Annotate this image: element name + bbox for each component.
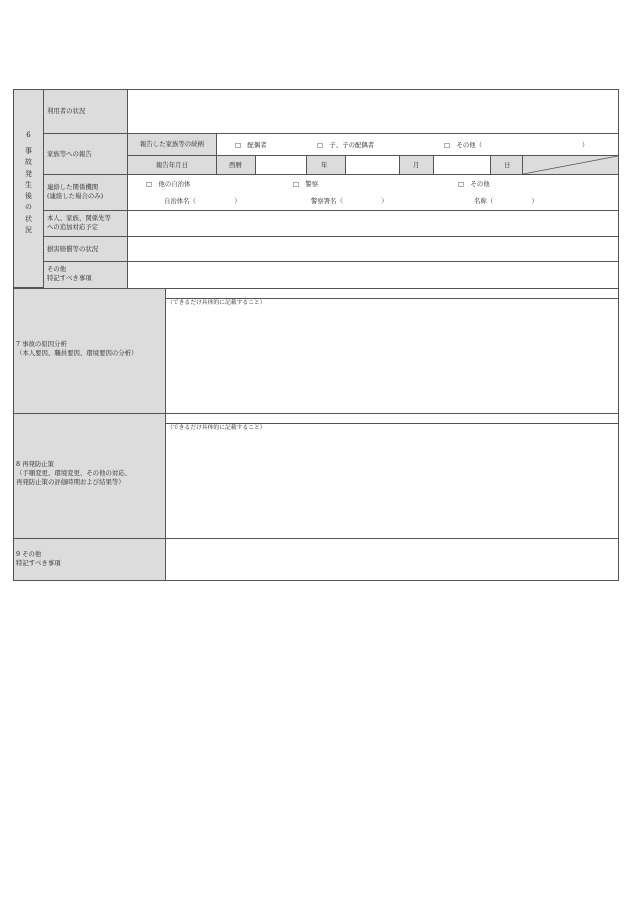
followup-field[interactable] [127,210,619,237]
option-other[interactable]: □ その他（ [444,141,482,149]
option-municipality[interactable]: □ 他の自治体 [146,180,191,188]
followup-label-cell [43,210,128,237]
section8-label-cell [13,413,166,539]
report-date-label: 報告年月日 [156,160,188,169]
relation-options-cell [216,133,619,156]
user-status-field[interactable] [127,89,619,134]
section9-title: 9 その他 [16,550,42,558]
agencies-label-line2: (連絡した場合のみ) [47,192,104,200]
era-label-cell [216,155,256,175]
followup-label-line2: への追加対応予定 [47,223,99,231]
family-report-label-cell [43,133,128,175]
option-child[interactable]: □ 子、子の配偶者 [317,141,375,149]
day-label-cell [490,155,523,175]
section9-field[interactable] [165,538,619,581]
section8-field[interactable] [165,423,619,539]
era-field[interactable] [255,155,307,175]
compensation-label: 損害賠償等の状況 [47,244,99,253]
option-police[interactable]: □ 警察 [293,180,319,188]
agencies-options-cell [127,174,619,211]
user-status-label: 利用者の状況 [47,107,86,115]
section7-note: （できるだけ具体的に記載すること） [167,300,266,306]
diagonal-line [523,156,618,174]
section8-title: 8 再発防止策 [16,460,55,468]
section9-label-cell [13,538,166,581]
vertical-char: 生 [25,180,32,189]
vertical-char: 後 [25,192,32,201]
user-status-label-cell [43,89,128,134]
relation-label-cell [127,133,217,156]
agencies-label-line1: 連絡した関係機関 [47,183,99,191]
section8-subtitle2: 再発防止策の評価時期および結果等） [16,478,125,486]
compensation-label-cell [43,236,128,262]
month-field[interactable] [433,155,491,175]
diagonal-cell [522,155,619,175]
option-other-close: ） [582,141,589,149]
day-label: 日 [504,160,511,169]
year-label: 年 [321,160,328,169]
month-label-cell [399,155,434,175]
vertical-char: 状 [25,214,32,223]
section8-note: （できるだけ具体的に記載すること） [167,425,266,431]
followup-label-line1: 本人、家族、関係先等 [47,214,111,222]
vertical-char: 発 [25,169,32,178]
vertical-char: 事 [25,147,32,155]
municipality-name[interactable]: 自治体名（ ） [164,197,241,205]
vertical-char: 故 [25,158,32,167]
option-other-agency[interactable]: □ その他 [458,180,490,188]
section6-number: 6 [26,131,31,139]
other6-field[interactable] [127,261,619,289]
section7-field[interactable] [165,298,619,414]
police-name[interactable]: 警察署名（ ） [311,197,388,205]
other6-label-cell [43,261,128,289]
era-label: 西暦 [229,160,242,169]
vertical-char: の [25,203,32,212]
year-field[interactable] [345,155,400,175]
section7-label-cell [13,288,166,414]
report-date-label-cell [127,155,217,175]
relation-label: 報告した家族等の続柄 [140,140,204,148]
section9-subtitle: 特記すべき事項 [16,559,61,567]
vertical-char: 況 [25,226,32,235]
year-label-cell [306,155,346,175]
other6-label-line1: その他 [47,265,67,273]
compensation-field[interactable] [127,236,619,262]
section7-subtitle: （本人要因、職員要因、環境要因の分析） [16,349,138,357]
option-spouse[interactable]: □ 配偶者 [235,141,267,149]
section8-subtitle1: （手順変更、環境変更、その他の対応、 [16,469,132,477]
section6-vertical-title [13,146,44,236]
family-report-label: 家族等への報告 [47,149,92,158]
month-label: 月 [413,160,420,169]
agencies-label-cell [43,174,128,211]
other6-label-line2: 特記すべき事項 [47,274,92,282]
other-agency-name[interactable]: 名称（ ） [474,197,538,205]
section7-title: 7 事故の原因分析 [16,340,67,348]
